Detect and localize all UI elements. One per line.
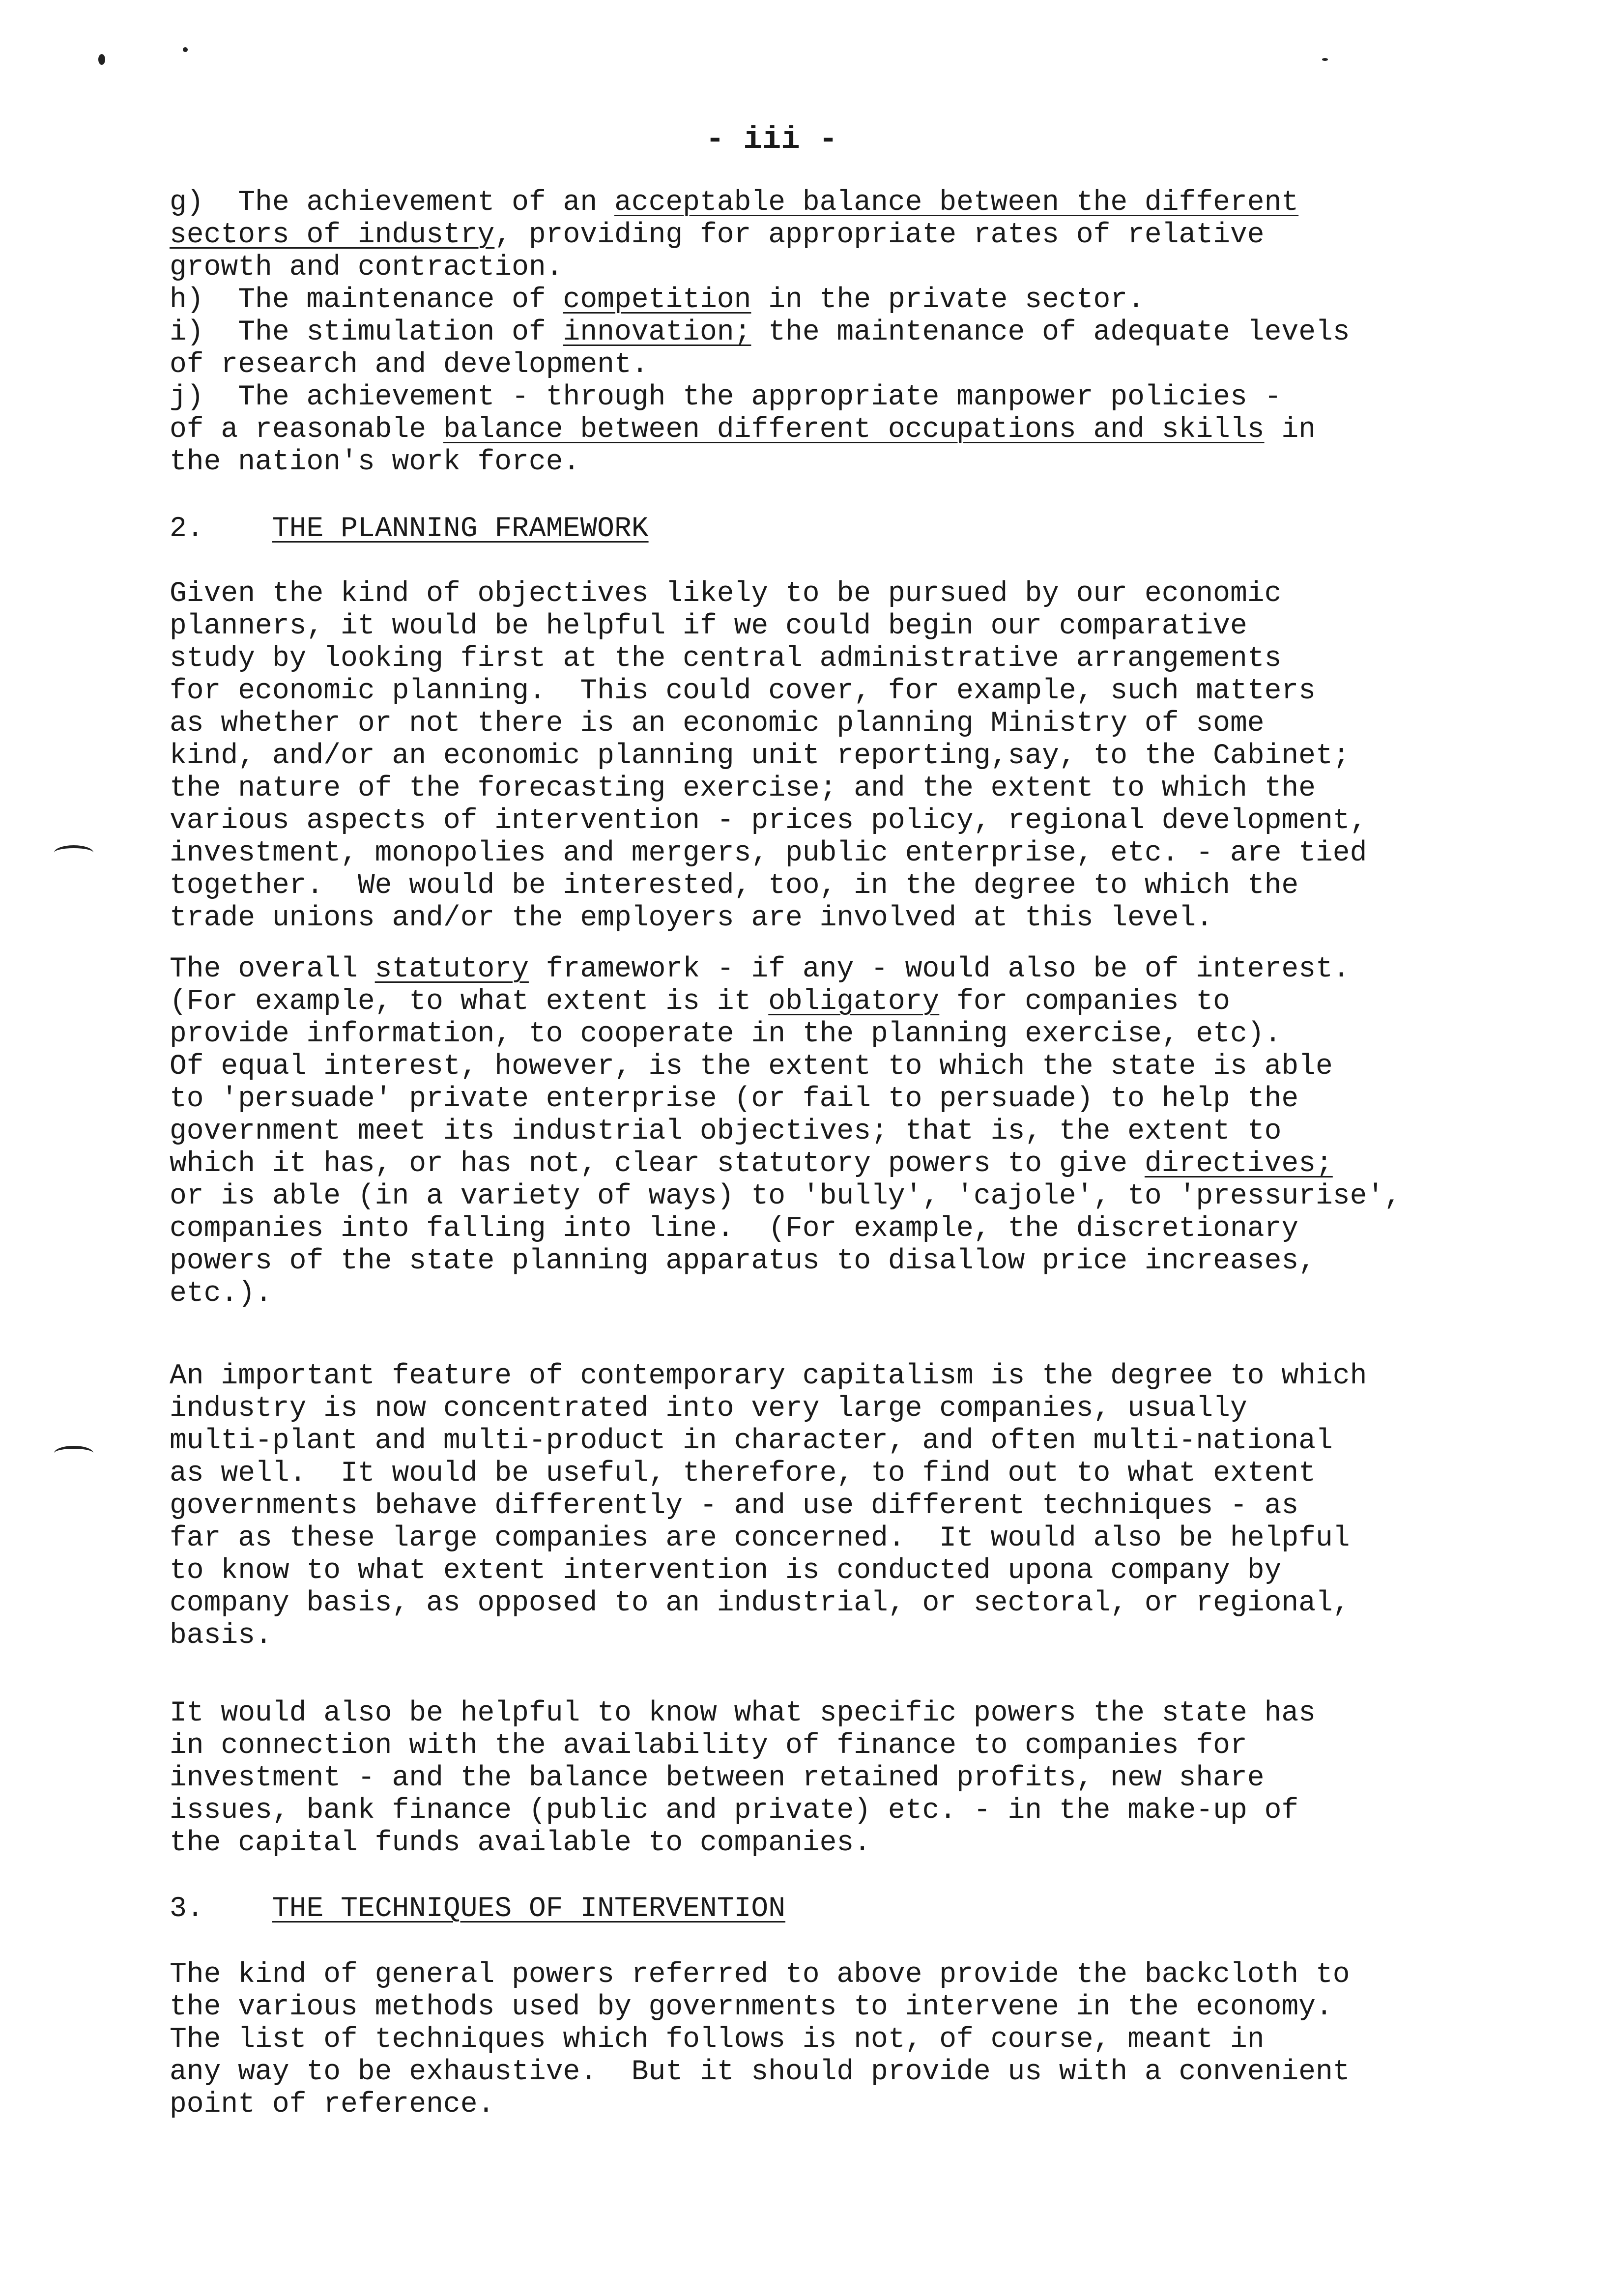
underlined-text: statutory — [374, 953, 529, 985]
text-line: It would also be helpful to know what specific powers the state has — [170, 1697, 1316, 1729]
text-segment: of a reasonable — [170, 414, 443, 446]
text-segment: the nation's work force. — [170, 446, 580, 478]
text-line — [170, 1278, 1526, 1310]
text-segment: in the private sector. — [751, 284, 1145, 316]
section-title: THE TECHNIQUES OF INTERVENTION — [272, 1893, 786, 1925]
section-number: 2. — [170, 513, 204, 545]
text-line: various aspects of intervention - prices policy, regional development, — [170, 805, 1367, 837]
text-segment: powers of the state planning apparatus to disallow price increases, — [170, 1245, 1316, 1277]
list-item-h — [170, 284, 1526, 316]
margin-bracket-mark — [54, 1446, 93, 1461]
text-line: far as these large companies are concerned. It would also be helpful — [170, 1522, 1350, 1554]
margin-speck — [98, 54, 105, 65]
text-line: issues, bank finance (public and private) etc. - in the make-up of — [170, 1795, 1299, 1827]
text-line — [170, 381, 1526, 414]
text-line: the nature of the forecasting exercise; and the extent to which the — [170, 773, 1316, 804]
text-line — [170, 1148, 1526, 1180]
margin-bracket-mark — [54, 845, 93, 860]
section-title: THE PLANNING FRAMEWORK — [272, 513, 649, 545]
text-line — [170, 349, 1526, 381]
text-line: together. We would be interested, too, in the degree to which the — [170, 870, 1299, 902]
text-segment: government meet its industrial objectives; that is, the extent to — [170, 1116, 1282, 1148]
paragraph-techniques-intro — [170, 1959, 1526, 2121]
text-line: Given the kind of objectives likely to be pursued by our economic — [170, 578, 1282, 610]
text-segment: Of equal interest, however, is the extent to which the state is able — [170, 1051, 1333, 1083]
text-segment: framework - if any - would also be of interest. — [528, 953, 1350, 985]
text-line: The kind of general powers referred to above provide the backcloth to — [170, 1959, 1350, 1991]
text-line: study by looking first at the central administrative arrangements — [170, 643, 1282, 675]
text-segment: The overall — [170, 953, 375, 985]
text-line: to know to what extent intervention is conducted upona company by — [170, 1555, 1282, 1587]
text-line — [170, 284, 1526, 316]
margin-speck — [183, 47, 188, 52]
text-segment: or is able (in a variety of ways) to 'bully', 'cajole', to 'pressurise', — [170, 1180, 1402, 1212]
underlined-text: acceptable balance between the different — [614, 187, 1299, 219]
underlined-text: competition — [563, 284, 751, 316]
text-line — [170, 219, 1526, 252]
text-line: investment, monopolies and mergers, public enterprise, etc. - are tied — [170, 837, 1367, 869]
text-line — [170, 187, 1526, 219]
text-line: governments behave differently - and use different techniques - as — [170, 1490, 1299, 1522]
text-segment: in — [1264, 414, 1316, 446]
underlined-text: innovation; — [563, 316, 751, 348]
text-line — [170, 1083, 1526, 1116]
section-number: 3. — [170, 1893, 204, 1925]
paragraph-central-arrangements — [170, 578, 1526, 935]
text-line — [170, 1213, 1526, 1245]
text-line: as well. It would be useful, therefore, to find out to what extent — [170, 1458, 1316, 1490]
text-segment: h) The maintenance of — [170, 284, 563, 316]
text-line: the various methods used by governments to intervene in the economy. — [170, 1991, 1333, 2023]
text-line — [170, 446, 1526, 479]
text-line — [170, 1018, 1526, 1051]
text-line — [170, 1245, 1526, 1278]
text-segment: etc.). — [170, 1278, 272, 1310]
paragraph-finance-powers — [170, 1697, 1526, 1860]
text-line — [170, 316, 1526, 349]
text-line: planners, it would be helpful if we could begin our comparative — [170, 610, 1247, 642]
paragraph-statutory-framework — [170, 953, 1526, 1310]
text-line: kind, and/or an economic planning unit reporting,say, to the Cabinet; — [170, 740, 1350, 772]
text-segment: for companies to — [939, 986, 1230, 1018]
list-item-g — [170, 187, 1526, 284]
text-line — [170, 1180, 1526, 1213]
text-line: the capital funds available to companies. — [170, 1827, 871, 1859]
section-heading-planning-framework — [170, 513, 1526, 545]
underlined-text: obligatory — [768, 986, 940, 1018]
list-item-i — [170, 316, 1526, 381]
text-line: An important feature of contemporary capitalism is the degree to which — [170, 1360, 1367, 1392]
text-line: The list of techniques which follows is not, of course, meant in — [170, 2024, 1265, 2056]
text-line: for economic planning. This could cover, for example, such matters — [170, 675, 1316, 707]
underlined-text: directives; — [1144, 1148, 1333, 1180]
paragraph-large-companies — [170, 1360, 1526, 1652]
text-segment: the maintenance of adequate levels — [751, 316, 1350, 348]
text-segment: to 'persuade' private enterprise (or fail to persuade) to help the — [170, 1083, 1299, 1115]
text-segment: companies into falling into line. (For example, the discretionary — [170, 1213, 1299, 1245]
list-item-j — [170, 381, 1526, 479]
text-segment: which it has, or has not, clear statutory powers to give — [170, 1148, 1145, 1180]
underlined-text: balance between different occupations and skills — [443, 414, 1265, 446]
text-line — [170, 953, 1526, 986]
text-line: investment - and the balance between retained profits, new share — [170, 1762, 1265, 1794]
text-line — [170, 1116, 1526, 1148]
text-line: basis. — [170, 1620, 272, 1652]
margin-speck — [1322, 58, 1328, 61]
text-segment: , providing for appropriate rates of relative — [494, 219, 1265, 251]
text-line — [170, 986, 1526, 1018]
page-number: - iii - — [705, 122, 838, 158]
objectives-list — [170, 187, 1526, 479]
text-line — [170, 252, 1526, 284]
section-heading-techniques — [170, 1893, 1526, 1925]
text-segment: provide information, to cooperate in the planning exercise, etc). — [170, 1018, 1282, 1050]
text-segment: g) The achievement of an — [170, 187, 614, 219]
text-line: industry is now concentrated into very large companies, usually — [170, 1393, 1247, 1425]
text-line — [170, 414, 1526, 446]
text-line: trade unions and/or the employers are involved at this level. — [170, 902, 1213, 934]
underlined-text: sectors of industry — [170, 219, 495, 251]
text-segment: j) The achievement - through the appropriate manpower policies - — [170, 381, 1282, 413]
text-segment: growth and contraction. — [170, 252, 563, 284]
text-line: multi-plant and multi-product in character, and often multi-national — [170, 1425, 1333, 1457]
text-line: in connection with the availability of finance to companies for — [170, 1730, 1247, 1762]
text-line: company basis, as opposed to an industrial, or sectoral, or regional, — [170, 1587, 1350, 1619]
text-segment: of research and development. — [170, 349, 649, 381]
text-line: as whether or not there is an economic planning Ministry of some — [170, 708, 1265, 740]
text-line: any way to be exhaustive. But it should provide us with a convenient — [170, 2056, 1350, 2088]
text-segment: (For example, to what extent is it — [170, 986, 769, 1018]
text-line: point of reference. — [170, 2089, 495, 2121]
text-line — [170, 1051, 1526, 1083]
text-segment: i) The stimulation of — [170, 316, 563, 348]
